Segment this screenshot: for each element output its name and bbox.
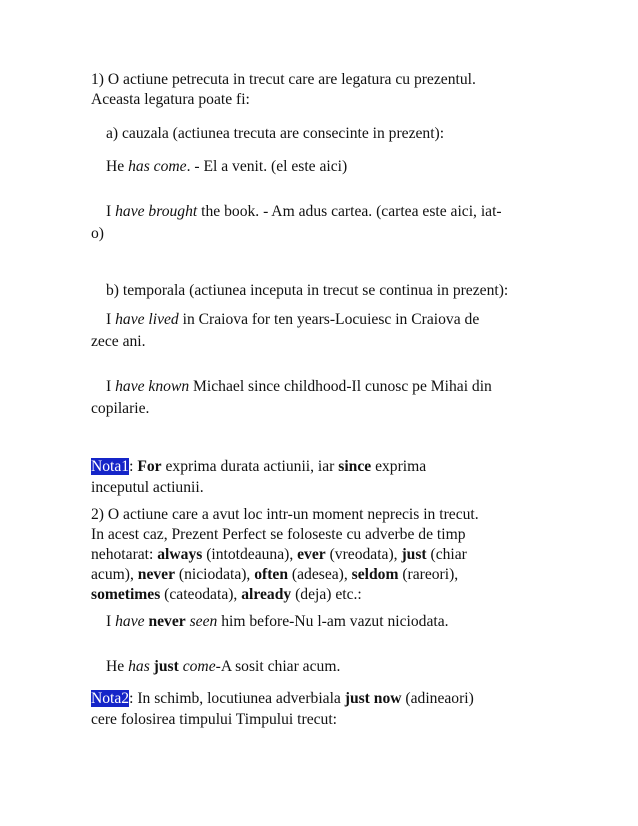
nota2-cont: cere folosirea timpului Timpului trecut: bbox=[91, 711, 337, 728]
p2-line2: In acest caz, Prezent Perfect se foloseste cu adverbe de timp bbox=[91, 526, 466, 543]
p2-line3: nehotarat: always (intotdeauna), ever (vreodata), just (chiar bbox=[91, 546, 467, 563]
b-example2-cont: copilarie. bbox=[91, 400, 150, 417]
p1-line1: 1) O actiune petrecuta in trecut care are legatura cu prezentul. bbox=[91, 71, 476, 88]
a-example2-cont: o) bbox=[91, 225, 104, 242]
nota1-cont: inceputul actiunii. bbox=[91, 479, 204, 496]
a-heading: a) cauzala (actiunea trecuta are consecinte in prezent): bbox=[106, 125, 445, 142]
a-example2: I have brought the book. - Am adus cartea. (cartea este aici, iat- bbox=[106, 203, 502, 220]
p2-line5: sometimes (cateodata), already (deja) etc.: bbox=[91, 586, 362, 603]
example4: He has just come-A sosit chiar acum. bbox=[106, 658, 341, 675]
b-heading: b) temporala (actiunea inceputa in trecut se continua in prezent): bbox=[106, 282, 509, 299]
nota1-label: Nota1 bbox=[91, 458, 130, 475]
b-example1-cont: zece ani. bbox=[91, 333, 146, 350]
b-example1: I have lived in Craiova for ten years-Locuiesc in Craiova de bbox=[106, 311, 480, 328]
p2-line4: acum), never (niciodata), often (adesea), seldom (rareori), bbox=[91, 566, 459, 583]
a-example1: He has come. - El a venit. (el este aici) bbox=[106, 158, 348, 175]
nota2-line: Nota2: In schimb, locutiunea adverbiala just now (adineaori) bbox=[91, 690, 474, 707]
example3: I have never seen him before-Nu l-am vazut niciodata. bbox=[106, 613, 449, 630]
nota1-line: Nota1: For exprima durata actiunii, iar since exprima bbox=[91, 458, 427, 475]
p1-line2: Aceasta legatura poate fi: bbox=[91, 91, 250, 108]
nota2-label: Nota2 bbox=[91, 690, 130, 707]
p2-line1: 2) O actiune care a avut loc intr-un moment neprecis in trecut. bbox=[91, 506, 479, 523]
b-example2: I have known Michael since childhood-Il cunosc pe Mihai din bbox=[106, 378, 492, 395]
